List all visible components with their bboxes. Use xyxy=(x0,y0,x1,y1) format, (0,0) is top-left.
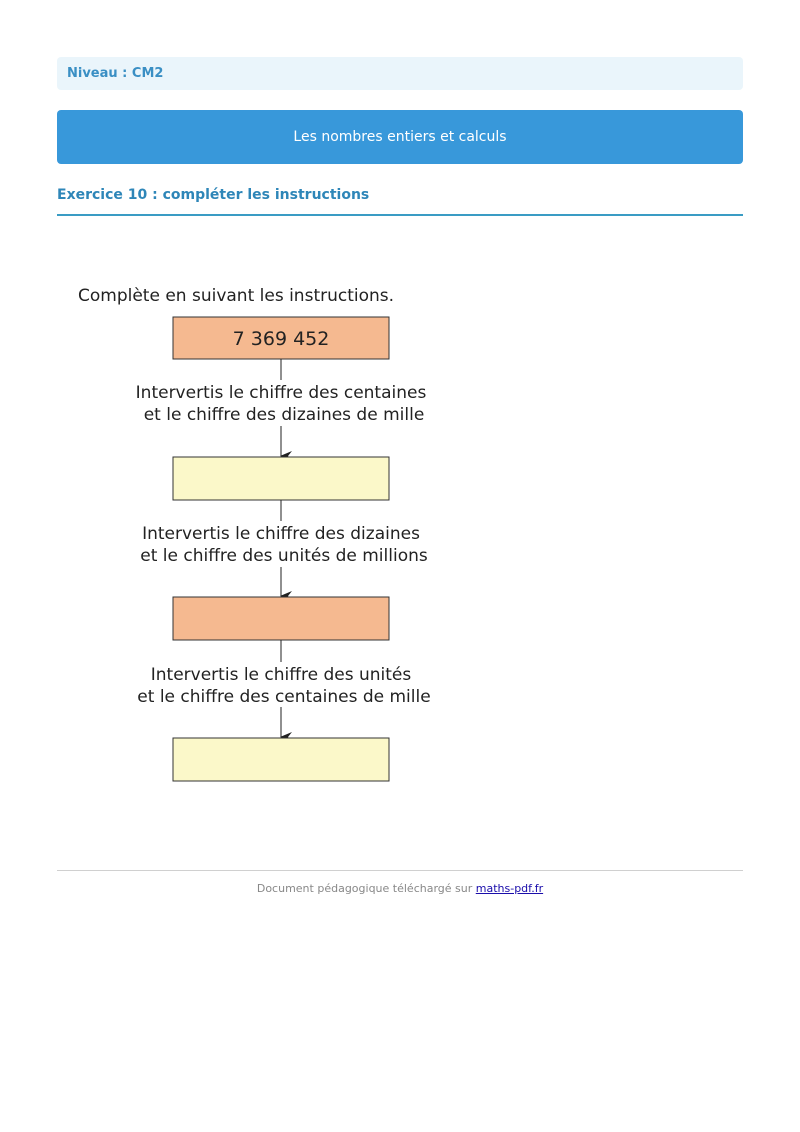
step-2-line-2: et le chiffre des unités de millions xyxy=(140,546,428,566)
answer-box-1[interactable] xyxy=(173,457,389,500)
footer-link[interactable]: maths-pdf.fr xyxy=(475,882,544,895)
answer-box-2[interactable] xyxy=(173,597,389,640)
step-2-line-1: Intervertis le chiffre des dizaines xyxy=(142,524,420,544)
step-1-line-2: et le chiffre des dizaines de mille xyxy=(143,405,425,425)
chapter-title-banner: Les nombres entiers et calculs xyxy=(57,110,743,164)
answer-box-3[interactable] xyxy=(173,738,389,781)
step-3-line-2: et le chiffre des centaines de mille xyxy=(137,687,431,707)
step-1-line-1: Intervertis le chiffre des centaines xyxy=(135,383,427,403)
footer xyxy=(57,882,743,895)
exercise-flowchart xyxy=(57,270,477,800)
niveau-label: Niveau : CM2 xyxy=(57,57,743,90)
footer-divider xyxy=(57,870,743,871)
footer-text: Document pédagogique téléchargé sur xyxy=(256,882,476,895)
start-number: 7 369 452 xyxy=(232,328,330,350)
step-3-line-1: Intervertis le chiffre des unités xyxy=(150,665,412,685)
exercise-title: Exercice 10 : compléter les instructions xyxy=(57,186,743,216)
instruction-text: Complète en suivant les instructions. xyxy=(78,286,395,306)
